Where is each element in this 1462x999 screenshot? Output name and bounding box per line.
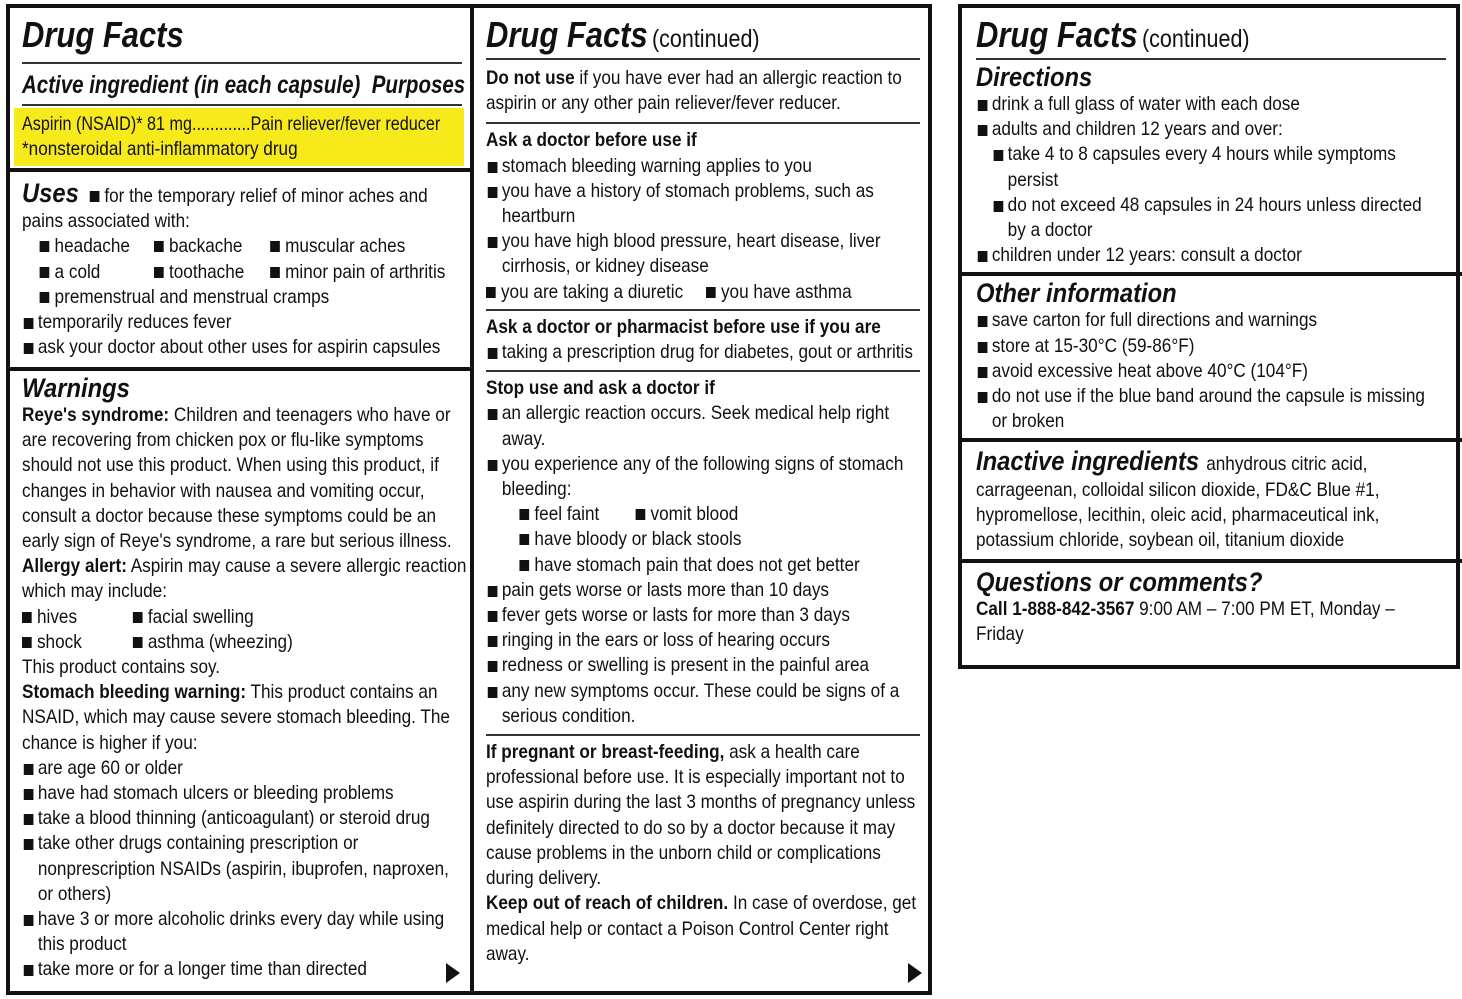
bleeding-item: vomit blood: [650, 503, 739, 526]
list-item-text: you have asthma: [720, 280, 852, 303]
list-item-text: have 3 or more alcoholic drinks every day while using this product: [37, 908, 445, 956]
bullet-icon: [486, 287, 496, 298]
bleeding-row: [519, 502, 919, 527]
list-item: [976, 117, 1439, 142]
bullet-icon: [24, 789, 34, 800]
allergy-text: Aspirin may cause a severe allergic reaction which may include:: [22, 555, 467, 603]
ask-doctor-row: [486, 280, 920, 305]
keep-out-paragraph: [486, 891, 920, 967]
section-rule: [958, 438, 1462, 442]
active-ingredient-label: Active ingredient (in each capsule): [22, 71, 361, 99]
list-item: [486, 628, 920, 653]
uses-row: [40, 234, 468, 259]
bullet-icon: [89, 191, 99, 202]
list-item-text: an allergic reaction occurs. Seek medical help right away.: [501, 402, 890, 450]
pregnancy-text: ask a health care professional before use. It is especially important not to use aspirin during the last 3 months of pregnancy unless definitely directed to do so by a doctor because it may cause problems in the unborn child or complications during delivery.: [486, 741, 916, 890]
list-item-text: you have a history of stomach problems, such as heartburn: [501, 179, 874, 228]
bullet-icon: [519, 560, 529, 571]
bullet-icon: [488, 348, 498, 359]
bullet-icon: [40, 241, 50, 252]
drug-facts-title: Drug Facts: [976, 14, 1138, 55]
bullet-icon: [519, 534, 529, 545]
allergy-row: [22, 630, 468, 655]
bullet-icon: [994, 150, 1004, 161]
list-item: [486, 578, 920, 603]
ingredient-block: [22, 112, 472, 162]
purposes-label: Purposes: [371, 71, 466, 99]
use-item: backache: [168, 235, 243, 258]
list-item-text: taking a prescription drug for diabetes, gout or arthritis: [501, 341, 913, 364]
list-item: [976, 359, 1439, 384]
list-item: [486, 154, 920, 179]
inactive-ingredients-heading: Inactive ingredients: [976, 446, 1200, 477]
bullet-icon: [488, 162, 498, 173]
list-item-text: any new symptoms occur. These could be signs of a serious condition.: [501, 679, 900, 727]
ask-doctor-heading: Ask a doctor before use if: [486, 129, 697, 152]
uses-row: [40, 260, 468, 285]
rule: [486, 370, 920, 372]
reye-paragraph: [22, 403, 468, 554]
list-item: [22, 310, 468, 335]
bullet-icon: [488, 636, 498, 647]
list-item: [486, 679, 920, 729]
bleeding-item: have bloody or black stools: [534, 528, 742, 551]
rule: [976, 58, 1446, 60]
stomach-text: This product contains an NSAID, which may cause severe stomach bleeding. The chance is higher if you:: [22, 681, 450, 754]
section-rule: [958, 272, 1462, 276]
list-item-text: fever gets worse or lasts for more than 3 days: [501, 604, 850, 627]
bullet-icon: [24, 318, 34, 329]
bullet-icon: [488, 409, 498, 420]
use-item: toothache: [168, 260, 245, 283]
list-item: [976, 384, 1439, 434]
list-item-text: save carton for full directions and warnings: [991, 309, 1318, 332]
list-item: [976, 308, 1439, 333]
bullet-icon: [133, 612, 143, 623]
list-item-text: drink a full glass of water with each dose: [991, 93, 1300, 115]
pregnancy-paragraph: [486, 740, 920, 891]
list-item: [22, 756, 468, 781]
list-item: [22, 831, 468, 907]
use-item: minor pain of arthritis: [285, 260, 446, 283]
list-item-text: you experience any of the following signs of stomach bleeding:: [501, 452, 904, 501]
use-item: premenstrual and menstrual cramps: [54, 285, 330, 308]
bullet-icon: [270, 241, 280, 252]
list-item-text: store at 15-30°C (59-86°F): [991, 334, 1195, 357]
ingredient-line: Aspirin (NSAID)* 81 mg.............Pain reliever/fever reducer: [22, 113, 441, 135]
uses-grid: [22, 234, 468, 310]
rule: [486, 734, 920, 736]
list-item: [976, 243, 1439, 268]
nsaid-note: *nonsteroidal anti-inflammatory drug: [22, 138, 298, 161]
bullet-icon: [24, 814, 34, 825]
list-item: [22, 806, 468, 831]
do-not-use-text: if you have ever had an allergic reaction to aspirin or any other pain reliever/fever reducer.: [486, 67, 902, 115]
use-item: a cold: [54, 260, 101, 283]
active-ingredient-header: [22, 70, 468, 100]
drug-facts-title: Drug Facts: [22, 14, 184, 55]
section-rule: [958, 559, 1462, 563]
bullet-icon: [519, 509, 529, 520]
list-item-text: do not use if the blue band around the capsule is missing or broken: [991, 385, 1425, 433]
list-item-text: stomach bleeding warning applies to you: [501, 154, 812, 177]
allergy-item: hives: [36, 605, 78, 628]
list-item-text: do not exceed 48 capsules in 24 hours unless directed by a doctor: [1007, 193, 1422, 242]
list-item: [976, 334, 1439, 359]
list-item: [22, 957, 468, 982]
allergy-paragraph: [22, 554, 468, 604]
list-item-text: you are taking a diuretic: [500, 280, 684, 303]
column-2: [474, 8, 928, 991]
do-not-use-paragraph: [486, 66, 920, 116]
list-subitem: [976, 193, 1439, 243]
bullet-icon: [22, 637, 32, 648]
column-1: [10, 8, 470, 991]
bullet-icon: [994, 201, 1004, 212]
bullet-icon: [636, 509, 646, 520]
other-information-heading: Other information: [976, 278, 1177, 309]
ask-pharmacist-heading: Ask a doctor or pharmacist before use if you are: [486, 315, 881, 338]
list-item: [486, 179, 920, 229]
list-item-text: take a blood thinning (anticoagulant) or steroid drug: [37, 807, 430, 830]
list-item-text: pain gets worse or lasts more than 10 days: [501, 578, 830, 601]
keep-out-label: Keep out of reach of children.: [486, 892, 729, 915]
inactive-ingredients-text: anhydrous citric acid, carrageenan, colloidal silicon dioxide, FD&C Blue #1, hypromellose, lecithin, oleic acid, pharmaceutical ink, potassium chloride, soybean oil, titanium dioxide: [976, 453, 1380, 552]
contact-hours: 9:00 AM – 7:00 PM ET, Monday – Friday: [976, 598, 1395, 646]
allergy-item: asthma (wheezing): [147, 630, 293, 653]
column-3-content: [976, 16, 1446, 648]
continued-label: (continued): [1142, 25, 1250, 53]
list-item: [486, 340, 920, 365]
warnings-section: [22, 373, 468, 983]
bullet-icon: [270, 267, 280, 278]
continue-arrow-icon: [908, 963, 922, 983]
list-item-text: ask your doctor about other uses for aspirin capsules: [37, 336, 441, 359]
list-item-text: temporarily reduces fever: [37, 311, 232, 334]
list-item: [486, 603, 920, 628]
bullet-icon: [40, 292, 50, 303]
warnings-heading: Warnings: [22, 373, 130, 403]
list-item: [22, 335, 468, 360]
reye-label: Reye's syndrome:: [22, 404, 170, 426]
stop-use-heading: Stop use and ask a doctor if: [486, 377, 715, 400]
section-rule: [10, 367, 470, 371]
bullet-icon: [978, 100, 988, 111]
bullet-icon: [978, 316, 988, 327]
drug-facts-continued-title: [976, 16, 1446, 54]
list-item-text: take more or for a longer time than directed: [37, 958, 367, 981]
bullet-icon: [24, 839, 34, 850]
drug-facts-continued-title: [486, 16, 920, 54]
soy-note: This product contains soy.: [22, 656, 221, 679]
allergy-item: shock: [36, 630, 82, 653]
bullet-icon: [488, 586, 498, 597]
list-item-text: take 4 to 8 capsules every 4 hours while symptoms persist: [1007, 143, 1396, 191]
bleeding-signs: [486, 502, 920, 578]
bleeding-item: feel faint: [534, 503, 600, 526]
continued-label: (continued): [652, 25, 760, 53]
inactive-ingredients-paragraph: [976, 446, 1439, 553]
list-item: [22, 907, 468, 957]
rule: [22, 104, 462, 106]
bullet-icon: [488, 611, 498, 622]
bullet-icon: [24, 915, 34, 926]
drug-facts-panel-right: [958, 4, 1460, 669]
uses-section: [22, 178, 468, 360]
list-item: [486, 401, 920, 451]
bleeding-item: have stomach pain that does not get better: [534, 553, 860, 576]
list-item-text: ringing in the ears or loss of hearing occurs: [501, 629, 830, 652]
list-item-text: children under 12 years: consult a doctor: [991, 244, 1302, 267]
use-item: muscular aches: [285, 235, 406, 258]
bullet-icon: [154, 267, 164, 278]
rule: [486, 58, 920, 60]
drug-facts-panel-left: [6, 4, 932, 995]
stomach-paragraph: [22, 680, 468, 756]
list-item-text: have had stomach ulcers or bleeding problems: [37, 782, 394, 805]
list-item-text: avoid excessive heat above 40°C (104°F): [991, 359, 1308, 382]
allergy-item: facial swelling: [147, 605, 254, 628]
bullet-icon: [154, 241, 164, 252]
bullet-icon: [24, 965, 34, 976]
list-item: [22, 781, 468, 806]
list-item-text: are age 60 or older: [37, 756, 183, 779]
bullet-icon: [40, 267, 50, 278]
bullet-icon: [22, 612, 32, 623]
reye-text: Children and teenagers who have or are recovering from chicken pox or flu-like symptoms should not use this product. When using this product, if changes in behavior with nausea and vomiting occur, consult a doctor because these symptoms could be an early sign of Reye's syndrome, a rare but serious illness.: [22, 404, 452, 553]
section-rule: [10, 168, 470, 172]
list-item-text: you have high blood pressure, heart disease, liver cirrhosis, or kidney disease: [501, 230, 881, 278]
bullet-icon: [133, 637, 143, 648]
list-item-text: adults and children 12 years and over:: [991, 118, 1283, 141]
bullet-icon: [978, 392, 988, 403]
uses-heading: Uses: [22, 178, 79, 208]
column-2-content: [486, 16, 920, 967]
rule: [22, 62, 462, 64]
allergy-label: Allergy alert:: [22, 555, 127, 578]
continue-arrow-icon: [446, 963, 460, 983]
drug-facts-title: Drug Facts: [486, 14, 648, 55]
list-item-text: take other drugs containing prescription or nonprescription NSAIDs (aspirin, ibuprofen, naproxen, or others): [37, 832, 449, 905]
stomach-label: Stomach bleeding warning:: [22, 681, 247, 704]
questions-heading: Questions or comments?: [976, 567, 1263, 598]
allergy-row: [22, 605, 468, 630]
bullet-icon: [488, 661, 498, 672]
list-item: [486, 229, 920, 279]
bullet-icon: [24, 764, 34, 775]
list-subitem: [976, 142, 1439, 192]
list-item-text: redness or swelling is present in the painful area: [501, 654, 870, 677]
list-item: [486, 653, 920, 678]
directions-heading: Directions: [976, 62, 1093, 92]
bullet-icon: [488, 237, 498, 248]
bullet-icon: [978, 125, 988, 136]
pregnancy-label: If pregnant or breast-feeding,: [486, 741, 725, 764]
bullet-icon: [978, 367, 988, 378]
bullet-icon: [488, 687, 498, 698]
bullet-icon: [978, 251, 988, 262]
use-item: headache: [54, 235, 130, 258]
phone-number: Call 1-888-842-3567: [976, 598, 1135, 621]
rule: [486, 122, 920, 124]
bullet-icon: [488, 187, 498, 198]
bullet-icon: [978, 342, 988, 353]
keep-out-text: In case of overdose, get medical help or contact a Poison Control Center right away.: [486, 892, 917, 965]
uses-intro: for the temporary relief of minor aches and pains associated with:: [22, 185, 428, 233]
list-item: [976, 92, 1439, 117]
bullet-icon: [488, 460, 498, 471]
bullet-icon: [24, 343, 34, 354]
list-item: [486, 452, 920, 502]
contact-paragraph: [976, 597, 1439, 647]
do-not-use-label: Do not use: [486, 67, 575, 89]
bullet-icon: [706, 287, 716, 298]
rule: [486, 309, 920, 311]
